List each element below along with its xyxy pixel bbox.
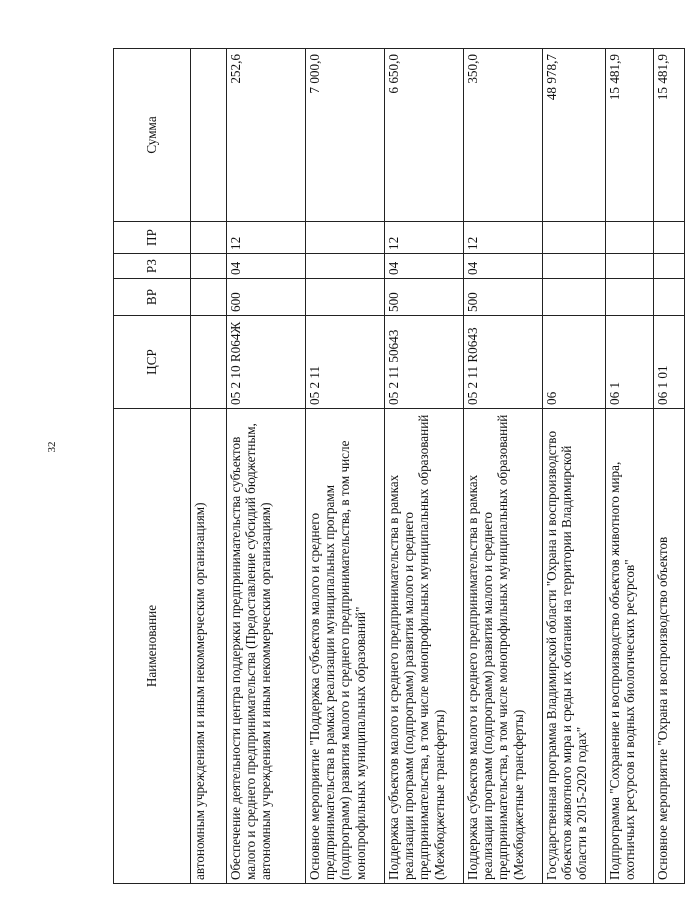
header-sum: Сумма — [114, 49, 191, 222]
row-name: Поддержка субъектов малого и среднего предпринимательства в рамках реализации программ (подпрограмм) развития малого и среднего предпринимательства, в том числе монопрофильных муниципальных образований (Межбюджетные трансферты) — [464, 409, 543, 884]
row-sum: 48 978,7 — [543, 49, 606, 222]
row-rz: 04 — [385, 254, 464, 279]
row-pr — [654, 222, 685, 254]
row-pr — [543, 222, 606, 254]
row-csr: 05 2 10 R064Ж — [227, 316, 306, 409]
row-vr — [543, 279, 606, 316]
row-rz — [306, 254, 385, 279]
table-row — [543, 49, 606, 884]
row-rz — [606, 254, 654, 279]
row-pr — [306, 222, 385, 254]
row-csr: 06 1 01 — [654, 316, 685, 409]
row-name: Поддержка субъектов малого и среднего предпринимательства в рамках реализации программ (подпрограмм) развития малого и среднего предпринимательства, в том числе монопрофильных муниципальных образований (Межбюджетные трансферты) — [385, 409, 464, 884]
row-vr: 500 — [385, 279, 464, 316]
row-rz: 04 — [464, 254, 543, 279]
header-csr: ЦСР — [114, 316, 191, 409]
table-row — [464, 49, 543, 884]
row-name: Основное мероприятие "Охрана и воспроизводство объектов — [654, 409, 685, 884]
row-rz — [543, 254, 606, 279]
row-csr: 05 2 11 R0643 — [464, 316, 543, 409]
row-csr: 05 2 11 50643 — [385, 316, 464, 409]
row-vr — [191, 279, 227, 316]
row-name: Основное мероприятие "Поддержка субъектов малого и среднего предпринимательства в рамках реализации муниципальных программ (подпрограмм) развития малого и среднего предпринимательства, в том числе монопрофильных муниципальных образований" — [306, 409, 385, 884]
header-pr: ПР — [114, 222, 191, 254]
row-sum: 15 481,9 — [654, 49, 685, 222]
header-vr: ВР — [114, 279, 191, 316]
table-row — [191, 49, 227, 884]
row-vr — [606, 279, 654, 316]
table-row — [227, 49, 306, 884]
table-row — [306, 49, 385, 884]
row-sum — [191, 49, 227, 222]
row-sum: 6 650,0 — [385, 49, 464, 222]
row-name: автономным учреждениям и иным некоммерческим организациям) — [191, 409, 227, 884]
page-number: 32 — [46, 441, 58, 453]
table-row — [606, 49, 654, 884]
row-csr: 05 2 11 — [306, 316, 385, 409]
row-pr — [191, 222, 227, 254]
row-sum: 7 000,0 — [306, 49, 385, 222]
row-name: Государственная программа Владимирской области "Охрана и воспроизводство объектов животного мира и среды их обитания на территории Владимирской области в 2015-2020 годах" — [543, 409, 606, 884]
row-vr — [654, 279, 685, 316]
header-row — [114, 49, 191, 884]
table-row — [385, 49, 464, 884]
row-sum: 252,6 — [227, 49, 306, 222]
row-vr: 600 — [227, 279, 306, 316]
row-pr: 12 — [227, 222, 306, 254]
row-csr: 06 — [543, 316, 606, 409]
row-rz: 04 — [227, 254, 306, 279]
row-sum: 350,0 — [464, 49, 543, 222]
budget-table-rotated — [113, 49, 670, 884]
row-rz — [654, 254, 685, 279]
row-sum: 15 481,9 — [606, 49, 654, 222]
row-pr: 12 — [385, 222, 464, 254]
row-name: Подпрограмма "Сохранение и воспроизводство объектов животного мира, охотничьих ресурсов и водных биологических ресурсов" — [606, 409, 654, 884]
header-rz: РЗ — [114, 254, 191, 279]
row-pr — [606, 222, 654, 254]
row-pr: 12 — [464, 222, 543, 254]
row-vr: 500 — [464, 279, 543, 316]
row-csr — [191, 316, 227, 409]
row-name: Обеспечение деятельности центра поддержки предпринимательства субъектов малого и среднего предпринимательства (Предоставление субсидий бюджетным, автономным учреждениям и иным некоммерческим организациям) — [227, 409, 306, 884]
table-row — [654, 49, 685, 884]
header-name: Наименование — [114, 409, 191, 884]
row-vr — [306, 279, 385, 316]
row-csr: 06 1 — [606, 316, 654, 409]
row-rz — [191, 254, 227, 279]
budget-table — [113, 48, 685, 884]
